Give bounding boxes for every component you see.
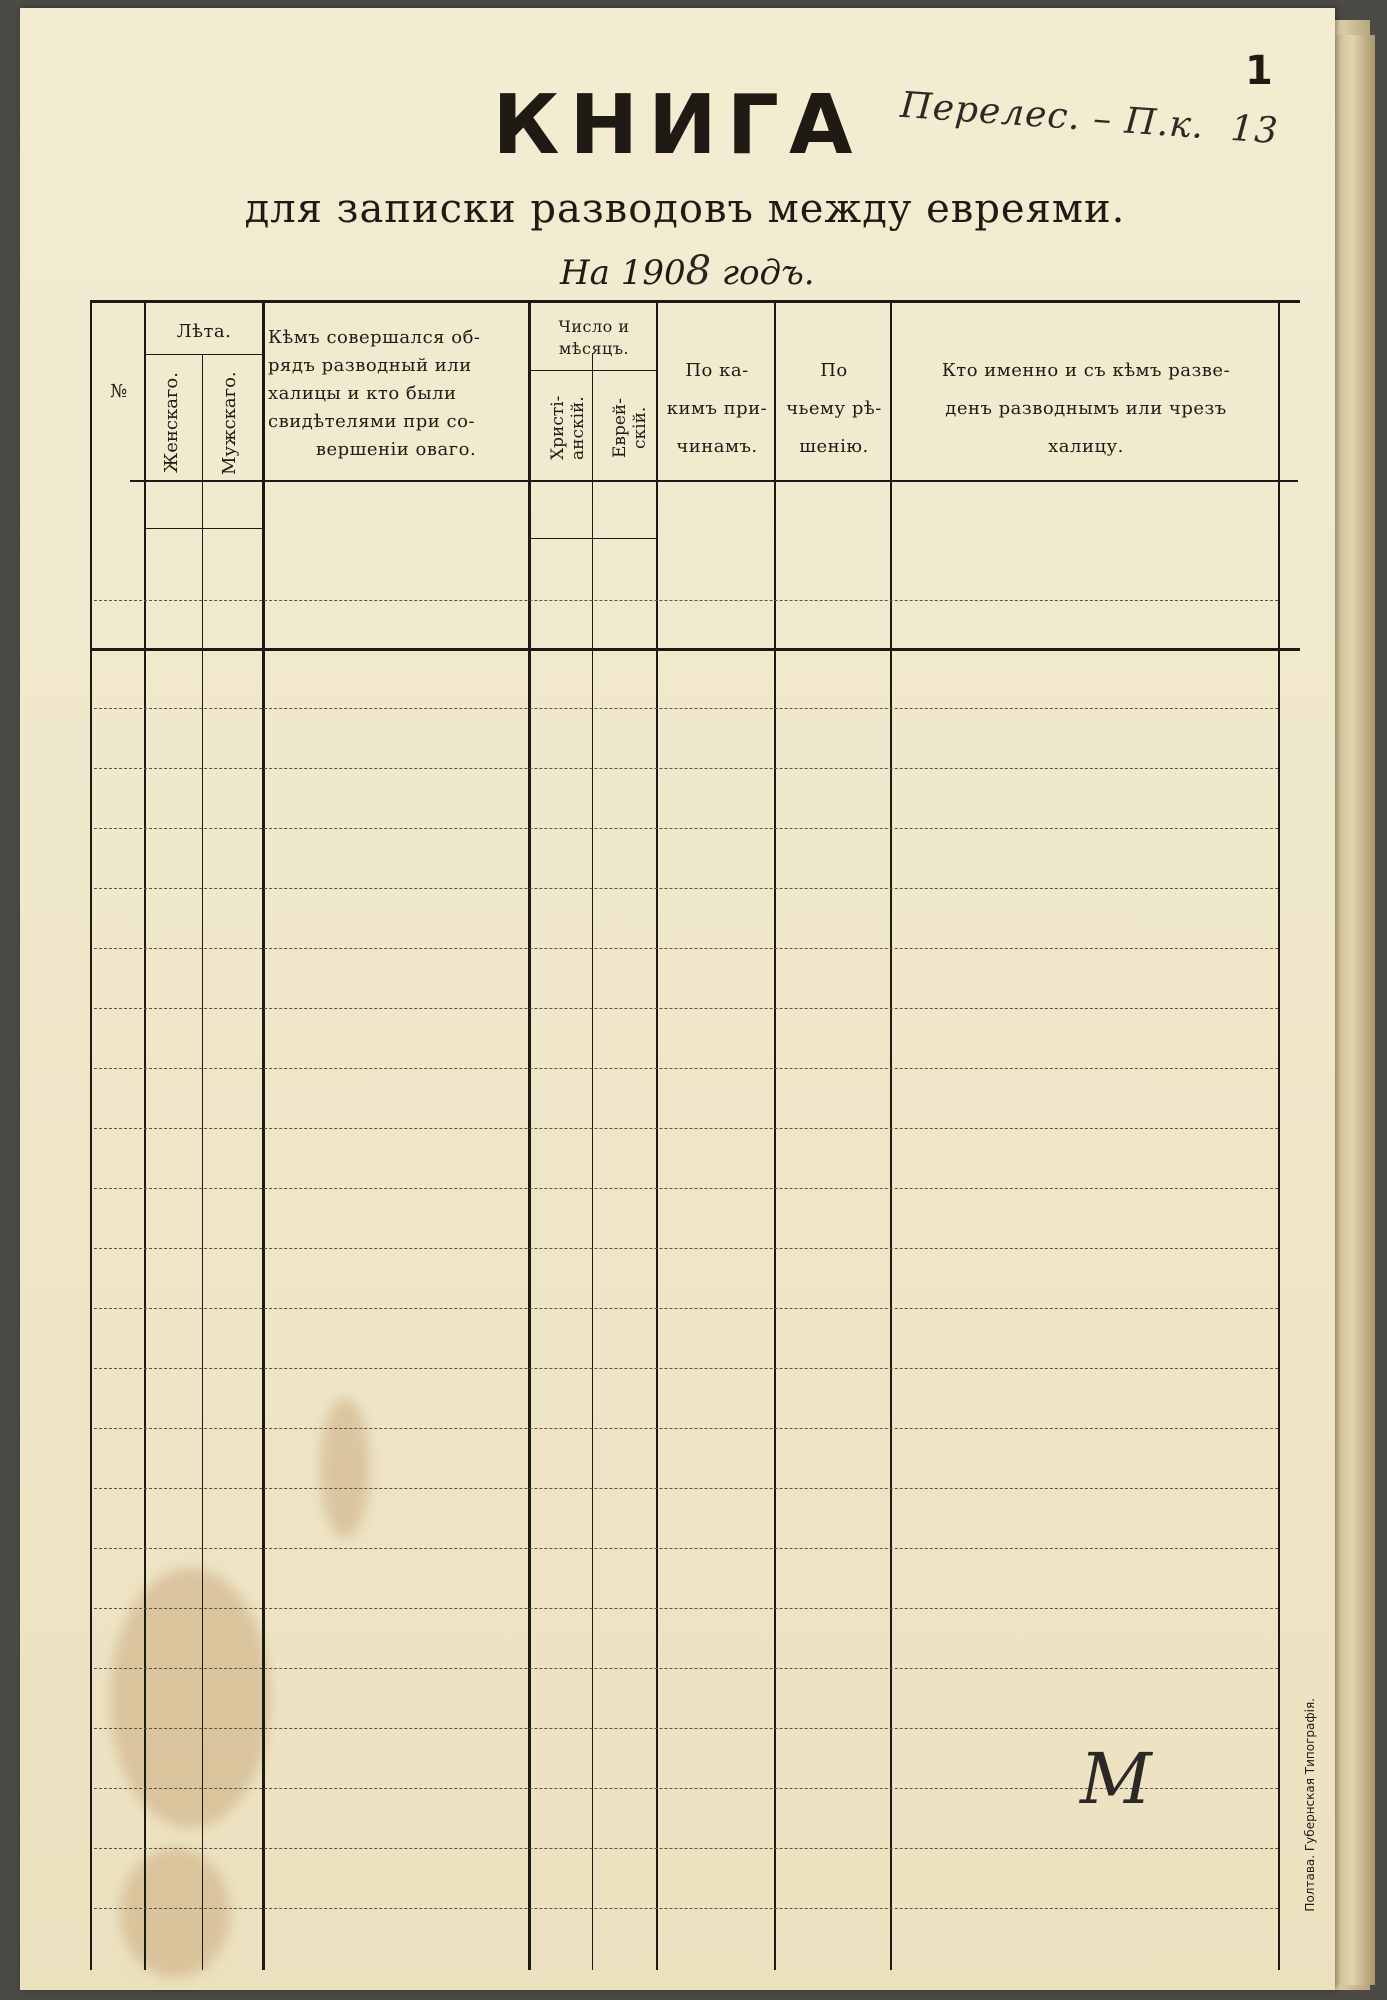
- header-who-line: вершеніи оваго.: [315, 439, 477, 460]
- book-subtitle: для записки разводовъ между евреями.: [244, 186, 1126, 232]
- ruled-line: [94, 1128, 1278, 1129]
- ruled-line: [94, 1068, 1278, 1069]
- year-line: [560, 248, 815, 294]
- date-inner-rule: [531, 538, 656, 539]
- header-bottom-rule: [130, 480, 1298, 482]
- col-divider-decision: [890, 300, 892, 1970]
- water-stain: [110, 1568, 270, 1828]
- ruled-line: [94, 948, 1278, 949]
- ruled-line: [94, 1488, 1278, 1489]
- header-reasons: [660, 352, 774, 466]
- ruled-line: [94, 888, 1278, 889]
- col-divider-who: [528, 300, 531, 1970]
- ruled-line: [94, 600, 1278, 601]
- year-prefix: На 190: [560, 253, 686, 293]
- page-number: 1: [1245, 48, 1273, 94]
- handwritten-note-text: Перелес. – П.к.: [899, 84, 1206, 147]
- header-female: Женскаго.: [161, 372, 182, 474]
- ruled-line: [94, 1848, 1278, 1849]
- ruled-line: [94, 1428, 1278, 1429]
- ruled-line: [94, 768, 1278, 769]
- ruled-line: [94, 1308, 1278, 1309]
- year-handwritten: 8: [685, 248, 712, 294]
- table-top-border: [90, 300, 1300, 303]
- header-reasons-line: кимъ при-: [666, 398, 768, 419]
- table-right-border: [1278, 300, 1280, 1970]
- header-christian: [548, 378, 588, 478]
- ruled-line: [94, 828, 1278, 829]
- header-jewish: [610, 383, 650, 473]
- header-who-line: свидѣтелями при со-: [268, 411, 476, 432]
- header-jewish-line: скій.: [630, 406, 650, 450]
- header-decision-line: шенію.: [799, 436, 869, 457]
- ruled-line: [94, 1908, 1278, 1909]
- ruled-line: [94, 1608, 1278, 1609]
- page-stack-edge-inner: [1330, 35, 1375, 1985]
- col-divider-no: [144, 300, 146, 1970]
- ruled-line: [94, 1548, 1278, 1549]
- age-inner-rule: [146, 528, 262, 529]
- ledger-page: [20, 8, 1335, 1990]
- book-title: КНИГА: [492, 78, 863, 173]
- ruled-line: [94, 1728, 1278, 1729]
- header-divorced-line: халицу.: [1048, 436, 1124, 457]
- ruled-line: [94, 708, 1278, 709]
- header-who-performed: [268, 324, 524, 464]
- header-decision: [778, 352, 890, 466]
- water-stain: [320, 1398, 370, 1538]
- header-divorced-line: Кто именно и съ кѣмъ разве-: [941, 360, 1231, 381]
- date-subheader-rule: [531, 370, 656, 371]
- ruled-line: [94, 1008, 1278, 1009]
- ruled-line: [94, 1188, 1278, 1189]
- header-no: №: [110, 381, 128, 402]
- col-divider-reasons: [774, 300, 776, 1970]
- water-stain: [120, 1848, 230, 1978]
- header-jewish-line: Еврей-: [610, 398, 630, 458]
- header-christian-line: Христі-: [548, 395, 568, 461]
- col-divider-date: [656, 300, 658, 1970]
- age-subheader-rule: [144, 354, 262, 355]
- header-who-line: халицы и кто были: [268, 383, 457, 404]
- header-who-line: Кѣмъ совершался об-: [268, 327, 481, 348]
- header-reasons-line: По ка-: [685, 360, 749, 381]
- header-date: [532, 316, 656, 360]
- header-reasons-line: чинамъ.: [676, 436, 758, 457]
- ruled-line: [94, 1248, 1278, 1249]
- header-date-line: мѣсяцъ.: [558, 339, 630, 358]
- header-christian-line: анскій.: [568, 396, 588, 460]
- header-date-line: Число и: [558, 317, 630, 336]
- handwritten-fraction: 13: [1229, 107, 1280, 153]
- printer-imprint: Полтава. Губернская Типографія.: [1303, 1698, 1317, 1912]
- ruled-line: [94, 1668, 1278, 1669]
- ruled-line: [94, 1368, 1278, 1369]
- first-block-rule: [90, 648, 1300, 651]
- table-left-border: [90, 300, 92, 1970]
- header-age: Лѣта.: [176, 321, 232, 342]
- col-divider-age: [262, 300, 265, 1970]
- header-divorced-line: денъ разводнымъ или чрезъ: [945, 398, 1227, 419]
- header-who-divorced: [896, 352, 1276, 466]
- header-decision-line: чьему рѣ-: [786, 398, 882, 419]
- header-decision-line: По: [820, 360, 848, 381]
- header-male: Мужскаго.: [219, 371, 240, 475]
- signature: М: [1080, 1738, 1152, 1820]
- year-suffix: годъ.: [721, 253, 815, 293]
- header-who-line: рядъ разводный или: [268, 355, 472, 376]
